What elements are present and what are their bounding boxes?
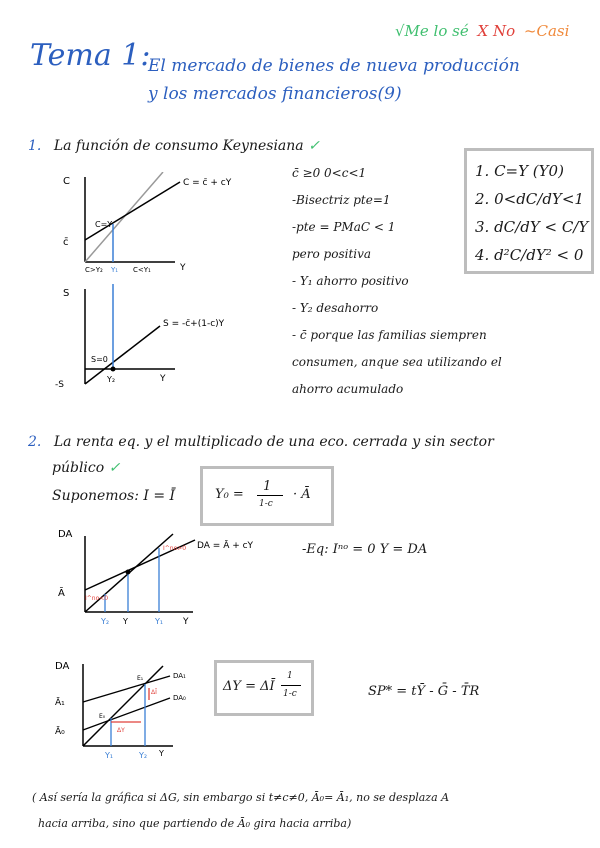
dy-num: 1 (287, 671, 293, 681)
legend (395, 22, 573, 40)
legend-no: X No (477, 22, 516, 40)
g2-point: S=0 (91, 355, 108, 364)
g4-point-1: E₁ (137, 675, 144, 682)
g4-delta-y: ΔY (117, 727, 125, 734)
g1-y-label: C (63, 176, 70, 187)
note-4: pero positiva (292, 247, 372, 261)
legend-almost: ~Casi (523, 22, 570, 40)
section1-heading (28, 138, 320, 154)
mult-den: 1-c (259, 499, 273, 509)
note-2: -Bisectriz pte=1 (292, 193, 391, 207)
dy-den: 1-c (283, 689, 297, 699)
g2-y-label: S (63, 288, 70, 299)
property-4: 4. d²C/dY² < 0 (475, 246, 584, 264)
g1-intercept: c̄ (63, 237, 69, 248)
g1-tick-2: Y₁ (111, 266, 119, 274)
consumption-line (85, 182, 180, 240)
note-7: - c̄ porque las familias siempren (292, 328, 487, 342)
note-9: ahorro acumulado (292, 382, 404, 396)
section2-title-2: público (52, 460, 105, 476)
g1-point: C=Y (95, 220, 113, 229)
note-5: - Y₁ ahorro positivo (292, 274, 409, 288)
g4-tick-2: Y₂ (139, 751, 148, 760)
section2-check-icon: ✓ (108, 460, 121, 476)
section1-title: La función de consumo Keynesiana (53, 138, 304, 154)
section2-title: La renta eq. y el multiplicado de una eco. cerrada y sin sector (53, 434, 494, 450)
legend-know: √Me lo sé (395, 22, 469, 40)
g4-da1 (83, 676, 170, 702)
savings-graph (55, 284, 255, 389)
property-1: 1. C=Y (Y0) (475, 162, 564, 180)
page-subtitle-line2: y los mercados financieros(9) (148, 84, 402, 104)
assumption: Suponemos: I = Ī (52, 488, 176, 504)
note-1: c̄ ≥0 0<c<1 (292, 166, 367, 180)
g3-intercept: Ā (58, 588, 65, 599)
delta-y-box (214, 660, 314, 716)
g3-inv-minus: I^no<0 (85, 595, 109, 602)
consumption-graph (55, 172, 255, 282)
property-2: 2. 0<dC/dY<1 (475, 190, 584, 208)
g4-line-2: DA₀ (173, 694, 186, 702)
page-subtitle-line1: El mercado de bienes de nueva producción (148, 56, 520, 76)
mult-num: 1 (263, 479, 272, 494)
g4-delta-i: ΔĪ (151, 689, 157, 696)
page-title: Tema 1: (30, 38, 151, 73)
g2-x-label: Y (160, 374, 166, 384)
multiplier-box (200, 466, 334, 526)
g3-inv-plus: I^no>0 (163, 545, 187, 552)
g4-intercept-1: Ā₁ (55, 698, 65, 708)
g2-line-label: S = -c̄+(1-c)Y (163, 319, 225, 329)
g3-y-label: DA (58, 529, 73, 540)
g4-y-label: DA (55, 661, 70, 672)
g4-x-label: Y (159, 749, 164, 758)
g3-tick-2: Y (123, 617, 128, 626)
note-6: - Y₂ desahorro (292, 301, 379, 315)
dy-lhs: ΔY = ΔĪ (223, 679, 275, 694)
g2-neg: -S (55, 380, 64, 389)
g1-x-label: Y (180, 263, 186, 273)
section2-number: 2. (28, 434, 42, 450)
g4-bisector (83, 666, 163, 746)
section1-number: 1. (28, 138, 42, 154)
note-8: consumen, anque sea utilizando el (292, 355, 502, 369)
g3-x-label: Y (183, 617, 189, 627)
public-balance: SP* = tȲ - Ḡ - T̄R (368, 684, 480, 699)
section2-heading (28, 434, 494, 450)
mult-lhs: Y₀ = (215, 487, 244, 502)
demand-shift-graph (55, 660, 205, 760)
section1-check-icon: ✓ (308, 138, 320, 154)
g3-tick-3: Y₁ (155, 617, 164, 626)
equilibrium-condition: -Eq: Iⁿᵒ = 0 Y = DA (302, 542, 428, 557)
g2-tick: Y₂ (107, 375, 116, 384)
g4-line-1: DA₁ (173, 672, 186, 680)
g1-tick-3: C<Y₁ (133, 266, 151, 274)
mult-rhs: · Ā (293, 487, 311, 502)
section2-heading-line2 (52, 460, 120, 476)
g3-tick-1: Y₂ (101, 617, 110, 626)
g4-point-0: E₀ (99, 713, 106, 720)
g4-tick-1: Y₁ (105, 751, 114, 760)
footer-note-1: ( Así sería la gráfica si ΔG, sin embargo si t≠c≠0, Ā₀= Ā₁, no se desplaza A (32, 791, 450, 804)
g1-tick-1: C>Y₂ (85, 266, 103, 274)
footer-note-2: hacia arriba, sino que partiendo de Ā₀ gira hacia arriba) (38, 817, 352, 830)
g1-line-label: C = c̄ + cY (183, 178, 232, 188)
consumption-properties-box (464, 148, 594, 274)
g3-line-label: DA = Ā + cY (197, 541, 254, 551)
note-3: -pte = PMaC < 1 (292, 220, 396, 234)
keynesian-cross-graph (55, 528, 255, 632)
g4-intercept-2: Ā₀ (55, 727, 65, 737)
property-3: 3. dC/dY < C/Y (475, 218, 589, 236)
